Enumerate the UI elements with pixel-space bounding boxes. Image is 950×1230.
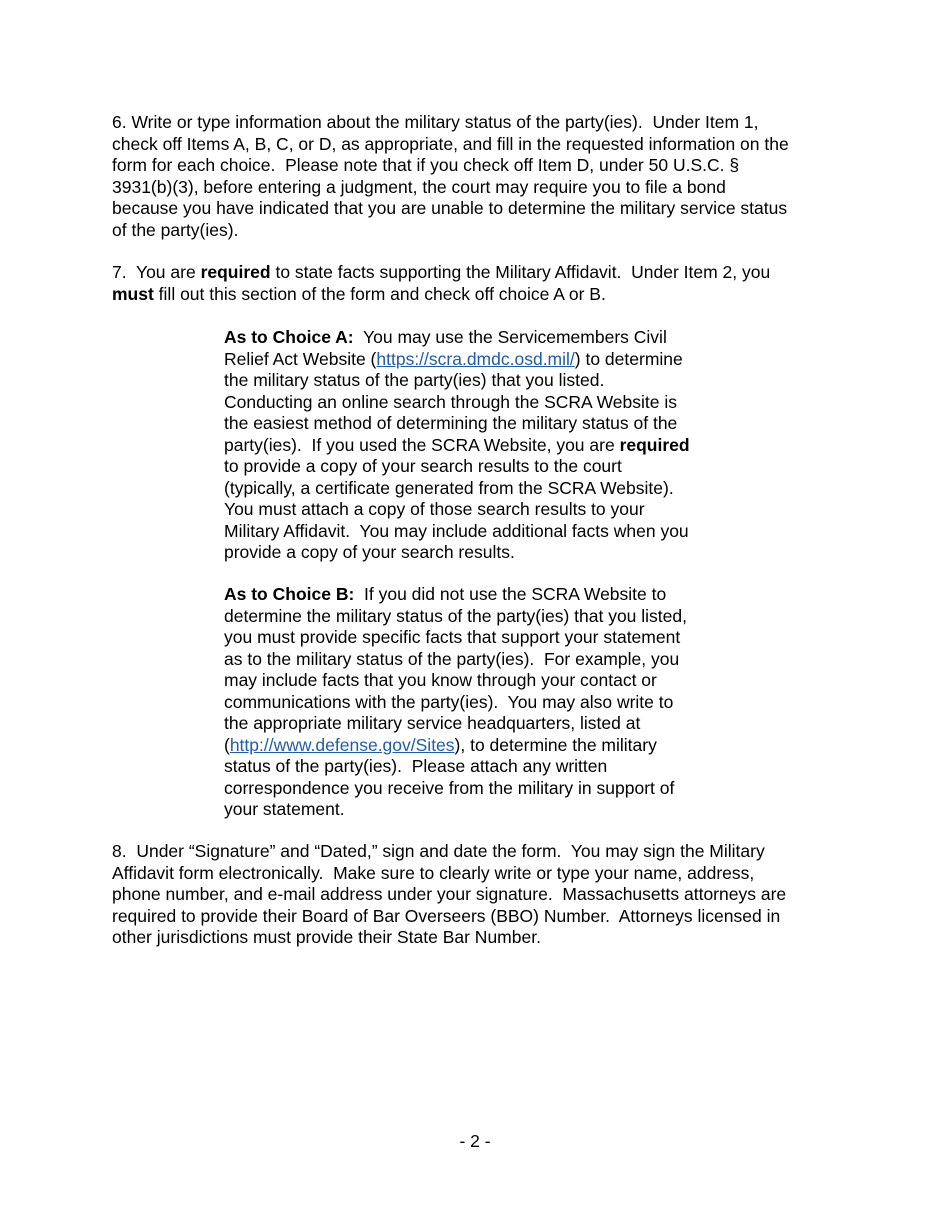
choice-b-line: you must provide specific facts that support your statement <box>224 627 681 647</box>
page-number: - 2 - <box>459 1131 491 1151</box>
item-6-line: check off Items A, B, C, or D, as appropriate, and fill in the requested information on the <box>112 133 789 154</box>
choice-a-line: provide a copy of your search results. <box>224 542 515 562</box>
item-6-line: because you have indicated that you are unable to determine the military service status <box>112 198 788 218</box>
defense-sites-link[interactable]: http://www.defense.gov/Sites <box>229 734 455 755</box>
item-6-line: 3931(b)(3), before entering a judgment, the court may require you to file a bond <box>112 176 726 197</box>
choice-b-line: the appropriate military service headquarters, listed at <box>224 713 641 733</box>
item-7-line <box>112 284 770 306</box>
choice-a-line <box>224 349 690 371</box>
choice-b-line: status of the party(ies). Please attach any written <box>224 756 608 776</box>
item-7-must-emphasis: must <box>112 283 154 304</box>
choice-a-text: You may use the Servicemembers Civil <box>353 327 667 347</box>
item-6-line: of the party(ies). <box>112 219 239 240</box>
choice-a-text: party(ies). If you used the SCRA Website, you are <box>224 434 620 455</box>
choice-b-line: communications with the party(ies). You may also write to <box>224 691 674 712</box>
item-7-required-emphasis: required <box>200 262 271 282</box>
choice-a-text: Relief Act Website ( <box>224 348 377 369</box>
item-6-line: 6. Write or type information about the military status of the party(ies). Under Item 1, <box>112 112 759 132</box>
choice-a-paragraph <box>224 327 690 564</box>
choice-a-text: ) to determine <box>574 348 683 369</box>
choice-b-line: determine the military status of the party(ies) that you listed, <box>224 605 687 626</box>
choice-a-line: the easiest method of determining the military status of the <box>224 413 678 433</box>
item-7-text: to state facts supporting the Military Affidavit. Under Item 2, you <box>270 262 771 282</box>
choice-b-paragraph <box>224 584 687 821</box>
choice-a-line <box>224 327 690 349</box>
choice-b-line: may include facts that you know through your contact or <box>224 670 657 690</box>
choice-b-heading: As to Choice B: <box>224 584 355 604</box>
item-7-text: 7. You are <box>112 262 201 282</box>
item-8-line: other jurisdictions must provide their State Bar Number. <box>112 927 541 947</box>
choice-a-line: the military status of the party(ies) that you listed. <box>224 370 605 390</box>
item-8-line: phone number, and e-mail address under your signature. Massachusetts attorneys are <box>112 884 787 904</box>
choice-b-line <box>224 735 687 757</box>
choice-b-text: If you did not use the SCRA Website to <box>354 584 667 604</box>
instruction-item-7 <box>112 262 770 305</box>
choice-b-line <box>224 584 687 606</box>
choice-a-line: to provide a copy of your search results to the court <box>224 456 622 476</box>
choice-a-heading: As to Choice A: <box>224 327 354 347</box>
choice-a-line: Conducting an online search through the SCRA Website is <box>224 391 678 412</box>
item-7-line <box>112 262 770 284</box>
item-8-line: 8. Under “Signature” and “Dated,” sign and date the form. You may sign the Military <box>112 841 765 861</box>
item-8-line: Affidavit form electronically. Make sure to clearly write or type your name, address, <box>112 862 755 883</box>
choice-b-line: correspondence you receive from the military in support of <box>224 777 675 798</box>
instruction-item-6 <box>112 112 789 241</box>
choice-b-line: your statement. <box>224 799 345 819</box>
item-8-line: required to provide their Board of Bar Overseers (BBO) Number. Attorneys licensed in <box>112 905 781 926</box>
choice-a-line: (typically, a certificate generated from the SCRA Website). <box>224 477 674 498</box>
item-6-line: form for each choice. Please note that if you check off Item D, under 50 U.S.C. § <box>112 155 740 175</box>
choice-b-line: as to the military status of the party(ies). For example, you <box>224 648 680 669</box>
choice-a-line: You must attach a copy of those search results to your <box>224 499 645 519</box>
choice-b-text: ( <box>224 734 230 755</box>
choice-b-text: ), to determine the military <box>454 734 657 755</box>
scra-website-link[interactable]: https://scra.dmdc.osd.mil/ <box>376 348 575 369</box>
choice-a-line: Military Affidavit. You may include additional facts when you <box>224 520 689 541</box>
instruction-item-8 <box>112 841 786 949</box>
choice-a-line <box>224 435 690 457</box>
choice-a-required-emphasis: required <box>619 434 690 455</box>
item-7-text: fill out this section of the form and check off choice A or B. <box>153 283 606 304</box>
